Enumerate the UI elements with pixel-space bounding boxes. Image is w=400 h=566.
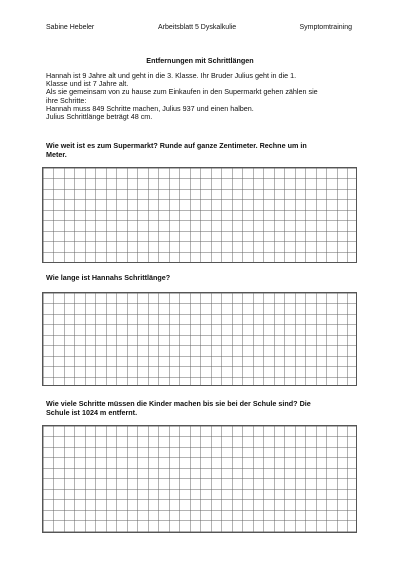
intro-line: Als sie gemeinsam von zu hause zum Einkaufen in den Supermarkt gehen zählen sie <box>46 87 318 97</box>
topic-label: Symptomtraining <box>299 24 352 31</box>
intro-text <box>46 72 356 121</box>
author-name: Sabine Hebeler <box>46 24 95 31</box>
intro-line: Hannah ist 9 Jahre alt und geht in die 3. Klasse. Ihr Bruder Julius geht in die 1. <box>46 71 297 80</box>
answer-grid-2[interactable] <box>42 292 357 386</box>
intro-line: Klasse und ist 7 Jahre alt. <box>46 79 129 89</box>
question-2 <box>46 274 358 283</box>
question-3 <box>46 400 358 417</box>
question-1 <box>46 142 358 159</box>
question-1-line: Meter. <box>46 149 67 159</box>
question-1-line: Wie weit ist es zum Supermarkt? Runde auf ganze Zentimeter. Rechne um in <box>46 141 307 150</box>
worksheet-title: Entfernungen mit Schrittlängen <box>146 56 254 65</box>
intro-line: Hannah muss 849 Schritte machen, Julius 937 und einen halben. <box>46 103 254 113</box>
intro-line: Julius Schrittlänge beträgt 48 cm. <box>46 112 153 122</box>
worksheet-label: Arbeitsblatt 5 Dyskalkulie <box>158 24 237 31</box>
intro-line: ihre Schritte: <box>46 95 87 105</box>
question-2-line: Wie lange ist Hannahs Schrittlänge? <box>46 273 171 282</box>
answer-grid-1[interactable] <box>42 167 357 263</box>
question-3-line: Schule ist 1024 m entfernt. <box>46 407 138 417</box>
question-3-line: Wie viele Schritte müssen die Kinder machen bis sie bei der Schule sind? Die <box>46 399 311 408</box>
answer-grid-3[interactable] <box>42 425 357 533</box>
